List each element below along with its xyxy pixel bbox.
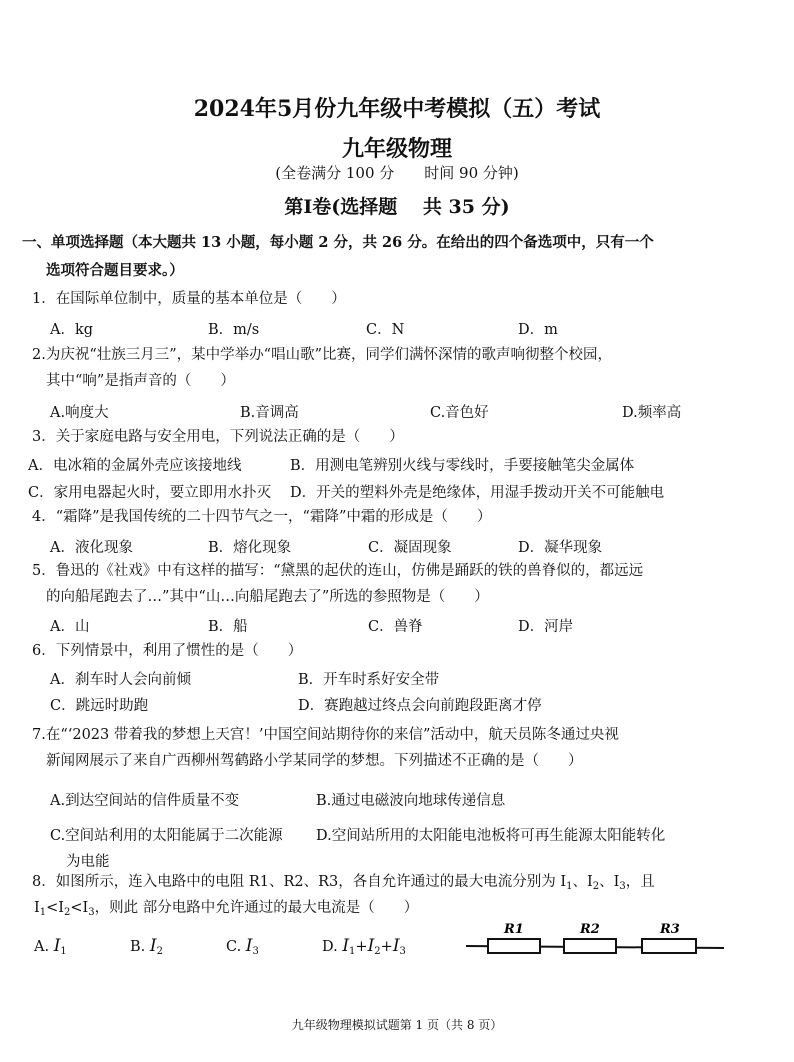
q3-option-d: D．开关的塑料外壳是绝缘体，用湿手拨动开关不可能触电	[290, 485, 665, 501]
q8-option-d-label: D.	[322, 939, 338, 955]
q8-option-d	[322, 936, 406, 957]
q8-option-a	[34, 936, 67, 957]
q6-option-b: B．开车时系好安全带	[298, 672, 440, 688]
q1-option-d: D．m	[518, 322, 558, 338]
q8-option-d-sub2: 2	[374, 946, 381, 957]
q8-option-b-label: B.	[130, 939, 146, 955]
q8-sub-2: 2	[592, 881, 600, 892]
resistor-r1	[488, 939, 540, 953]
q8-option-a-i: I	[53, 936, 61, 956]
question-8-stem-1	[32, 873, 655, 896]
q8-option-d-i2: I	[367, 936, 375, 956]
q2-option-d: D.频率高	[622, 405, 682, 421]
question-2-stem-2: 其中“响”是指声音的（ ）	[46, 373, 235, 389]
question-5-stem-1: 5．鲁迅的《社戏》中有这样的描写：“黛黑的起伏的连山，仿佛是踊跃的铁的兽脊似的，都远远	[32, 563, 644, 579]
q8-ineq-i2: I	[58, 900, 64, 916]
q2-option-b: B.音调高	[240, 405, 299, 421]
q5-option-c: C．兽脊	[368, 619, 423, 635]
q5-option-b: B．船	[208, 619, 248, 635]
q6-option-a: A．刹车时人会向前倾	[50, 672, 191, 688]
q8-option-d-sub1: 1	[349, 946, 356, 957]
q3-option-c: C．家用电器起火时，要立即用水扑灭	[28, 485, 272, 501]
q8-option-c-i: I	[245, 936, 253, 956]
q5-option-d: D．河岸	[518, 619, 574, 635]
question-1-stem: 1．在国际单位制中，质量的基本单位是（ ）	[32, 291, 346, 307]
q4-option-c: C．凝固现象	[368, 540, 452, 556]
q8-sep-2: 、	[599, 874, 614, 890]
q8-current-3: I	[613, 874, 620, 890]
instructions-line-1: 一、单项选择题（本大题共 13 小题，每小题 2 分，共 26 分。在给出的四个备选项中，只有一个	[22, 234, 654, 251]
resistor-r3-label: R3	[660, 922, 680, 937]
q8-option-b	[130, 936, 163, 957]
q6-option-c: C．跳远时助跑	[50, 698, 149, 714]
q8-ineq-lt1: <	[46, 900, 59, 916]
q8-stem-text-b: ，且	[625, 874, 655, 890]
q7-option-b: B.通过电磁波向地球传递信息	[316, 793, 506, 809]
q8-stem-text-a: 8．如图所示，连入电路中的电阻 R1、R2、R3，各自允许通过的最大电流分别为 I	[32, 874, 567, 890]
q8-ineq-i3: I	[82, 900, 89, 916]
q8-option-d-plus2: +	[380, 939, 393, 955]
q3-option-a: A．电冰箱的金属外壳应该接地线	[28, 458, 242, 474]
q8-current-2: I	[586, 874, 593, 890]
q8-sub-1: 1	[566, 881, 573, 892]
q8-option-c	[226, 936, 259, 957]
q5-option-a: A．山	[50, 619, 90, 635]
q8-ineq-i1: I	[34, 900, 40, 916]
q8-option-b-i: I	[149, 936, 157, 956]
q8-option-c-label: C.	[226, 939, 242, 955]
q8-ineq-sub2: 2	[64, 907, 71, 918]
question-5-stem-2: 的向船尾跑去了…”其中“山…向船尾跑去了”所选的参照物是（ ）	[46, 589, 489, 605]
q8-sep-1: 、	[572, 874, 587, 890]
instructions-line-2: 选项符合题目要求。）	[46, 262, 184, 279]
resistor-r2-label: R2	[580, 922, 600, 937]
question-7-stem-2: 新闻网展示了来自广西柳州驾鹤路小学某同学的梦想。下列描述不正确的是（ ）	[46, 753, 583, 769]
exam-title: 2024年5月份九年级中考模拟（五）考试	[193, 96, 601, 122]
question-6-stem: 6．下列情景中，利用了惯性的是（ ）	[32, 643, 303, 659]
q8-option-a-label: A.	[34, 939, 50, 955]
page-footer: 九年级物理模拟试题第 1 页（共 8 页）	[291, 1018, 503, 1032]
section-title: 第Ⅰ卷(选择题 共 35 分)	[284, 196, 510, 218]
q8-option-d-plus1: +	[355, 939, 368, 955]
q7-option-a: A.到达空间站的信件质量不变	[50, 793, 240, 809]
q1-option-a: A．kg	[50, 322, 94, 338]
q2-option-a: A.响度大	[50, 405, 109, 421]
q4-option-b: B．熔化现象	[208, 540, 292, 556]
q1-option-c: C．N	[366, 322, 405, 338]
question-3-stem: 3．关于家庭电路与安全用电，下列说法正确的是（ ）	[32, 429, 404, 445]
resistor-r2	[564, 939, 616, 953]
q7-option-d: D.空间站所用的太阳能电池板将可再生能源太阳能转化	[316, 828, 666, 844]
q4-option-d: D．凝华现象	[518, 540, 603, 556]
q8-ineq-lt2: <	[70, 900, 83, 916]
resistor-r1-label: R1	[504, 922, 524, 937]
exam-info: (全卷满分 100 分 时间 90 分钟)	[275, 164, 519, 182]
q8-option-a-sub: 1	[60, 946, 67, 957]
resistor-circuit-diagram	[466, 918, 728, 962]
q8-ineq-sub3: 3	[88, 907, 95, 918]
q8-option-b-sub: 2	[156, 946, 163, 957]
q8-option-d-sub3: 3	[399, 946, 406, 957]
q7-option-d-cont: 为电能	[66, 854, 110, 870]
q8-option-d-i3: I	[392, 936, 400, 956]
question-4-stem: 4．“霜降”是我国传统的二十四节气之一，“霜降”中霜的形成是（ ）	[32, 509, 492, 525]
q8-ineq-sub1: 1	[39, 907, 47, 918]
q3-option-b: B．用测电笔辨别火线与零线时，手要接触笔尖金属体	[290, 458, 635, 474]
q7-option-c: C.空间站利用的太阳能属于二次能源	[50, 828, 283, 844]
subject-title: 九年级物理	[341, 136, 452, 162]
q4-option-a: A．液化现象	[50, 540, 133, 556]
q8-stem-text-c: ，则此 部分电路中允许通过的最大电流是（ ）	[94, 900, 419, 916]
q6-option-d: D．赛跑越过终点会向前跑段距离才停	[298, 698, 542, 714]
resistor-r3	[642, 939, 696, 953]
q8-sub-3: 3	[619, 881, 626, 892]
q1-option-b: B．m/s	[208, 322, 260, 338]
question-8-stem-2	[34, 899, 418, 922]
question-2-stem-1: 2.为庆祝“壮族三月三”，某中学举办“唱山歌”比赛，同学们满怀深情的歌声响彻整个校园，	[32, 347, 612, 363]
q2-option-c: C.音色好	[430, 405, 489, 421]
question-7-stem-1: 7.在“‘2023 带着我的梦想上天宫！’中国空间站期待你的来信”活动中，航天员陈冬通过央视	[32, 727, 619, 743]
q8-option-d-i1: I	[342, 936, 350, 956]
q8-option-c-sub: 3	[252, 946, 259, 957]
